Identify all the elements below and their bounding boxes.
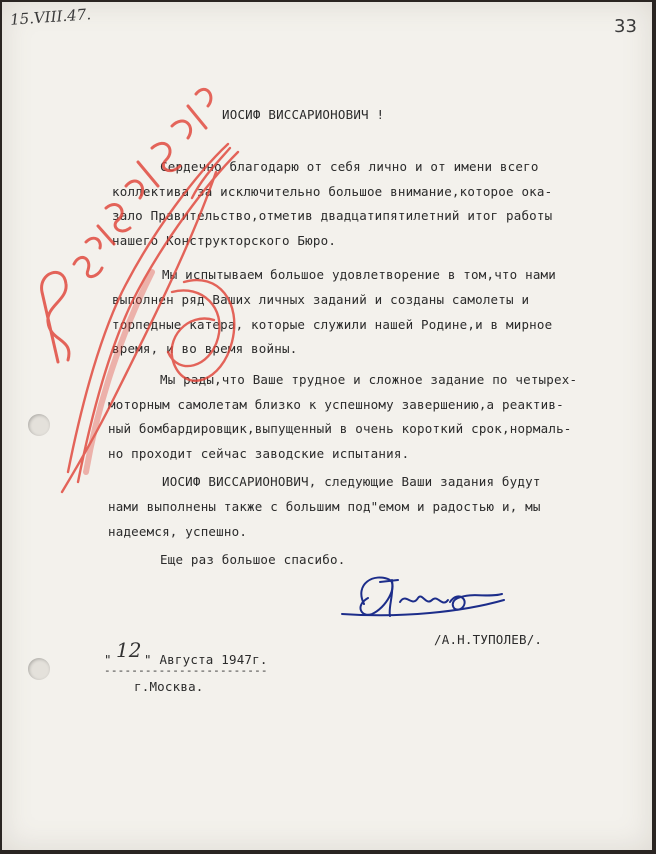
letter-line: надеемся, успешно. <box>108 524 248 539</box>
letter-line: нами выполнены также с большим под"емом и радостью и, мы <box>108 499 541 514</box>
date-month-year: " Августа 1947г. <box>144 652 268 667</box>
letter-line: коллектива за исключительно большое внимание,которое ока- <box>112 184 553 199</box>
date-underline: ------------------------ <box>104 664 268 677</box>
date-day: 12 <box>116 638 142 662</box>
document-page <box>2 2 652 850</box>
letter-line: моторным самолетам близко к успешному завершению,а реактив- <box>108 397 564 412</box>
letter-line: ИОСИФ ВИССАРИОНОВИЧ, следующие Ваши задания будут <box>162 474 541 489</box>
letter-line: время, и во время войны. <box>112 341 298 356</box>
letter-line: Мы испытываем большое удовлетворение в том,что нами <box>162 267 557 282</box>
date-open-quote: " <box>104 652 112 667</box>
place: г.Москва. <box>134 679 204 694</box>
letter-line: торпедные катера, которые служили нашей Родине,и в мирное <box>112 317 553 332</box>
page-number: 33 <box>614 16 637 37</box>
letter-line: Еще раз большое спасибо. <box>160 552 346 567</box>
letter-line: нашего Конструкторского Бюро. <box>112 233 337 248</box>
letter-line: Мы рады,что Ваше трудное и сложное задание по четырех- <box>160 372 578 387</box>
red-pencil-annotation <box>2 2 652 850</box>
letter-line: ный бомбардировщик,выпущенный в очень короткий срок,нормаль- <box>108 421 572 436</box>
salutation: ИОСИФ ВИССАРИОНОВИЧ ! <box>222 107 385 122</box>
handwritten-date-note: 15.VIII.47. <box>9 5 92 29</box>
letter-line: зало Правительство,отметив двадцатипятилетний итог работы <box>112 208 553 223</box>
letter-line: Сердечно благодарю от себя лично и от имени всего <box>160 159 539 174</box>
letter-line: выполнен ряд Ваших личных заданий и созданы самолеты и <box>112 292 530 307</box>
letter-line: но проходит сейчас заводские испытания. <box>108 446 410 461</box>
signatory-name: /А.Н.ТУПОЛЕВ/. <box>434 632 543 647</box>
